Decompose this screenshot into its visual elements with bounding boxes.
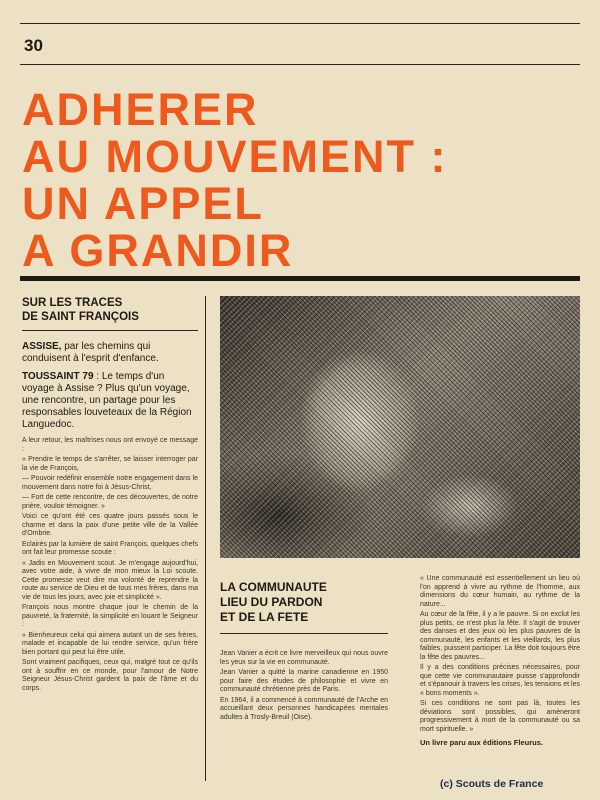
body-paragraph: « Une communauté est essentiellement un lieu où l'on apprend à vivre au rythme de l'homme, aux dimensions du cœur humain, au rythme de la nature... (420, 575, 580, 608)
page-number: 30 (24, 36, 43, 55)
halftone-photo (220, 296, 580, 558)
body-paragraph: Jean Vanier a écrit ce livre merveilleux qui nous ouvre les yeux sur la vie en communauté. (220, 650, 388, 666)
heading-rule (220, 633, 388, 634)
section-heading-saint-francois (22, 296, 198, 324)
body-paragraph: François nous montre chaque jour le chemin de la pauvreté, la fraternité, la simplicité en louant le Seigneur : (22, 604, 198, 628)
right-column (420, 575, 580, 747)
heading-line-2: DE SAINT FRANÇOIS (22, 311, 139, 323)
heading-rule (22, 330, 198, 331)
middle-column (220, 580, 388, 724)
lead-bold: TOUSSAINT 79 (22, 371, 94, 382)
body-paragraph: Voici ce qu'ont été ces quatre jours passés sous le charme et dans la paix d'une petite ville de la Vallée d'Ombrie. (22, 513, 198, 537)
body-paragraph: Sont vraiment pacifiques, ceux qui, malgré tout ce qu'ils ont à souffrir en ce monde, pour l'amour de Notre Seigneur Jésus-Christ gardent la paix de l'âme et du corps. (22, 659, 198, 692)
heading-line-2: LIEU DU PARDON (220, 595, 323, 609)
headline-line-1: ADHERER (22, 84, 259, 135)
left-column (22, 296, 198, 695)
headline-rule (20, 276, 580, 281)
body-paragraph: A leur retour, les maîtrises nous ont envoyé ce message : (22, 437, 198, 453)
heading-line-1: SUR LES TRACES (22, 297, 123, 309)
body-paragraph: — Fort de cette rencontre, de ces découvertes, de notre prière, vouloir témoigner. » (22, 494, 198, 510)
lead-text: : Le temps d'un voyage à Assise ? Plus qu'un voyage, une rencontre, un partage pour les responsables louveteaux de la Région Languedoc. (22, 371, 192, 430)
heading-line-3: ET DE LA FETE (220, 610, 309, 624)
header-rule (20, 64, 580, 65)
headline-line-3: UN APPEL (22, 178, 264, 229)
column-divider (205, 296, 206, 781)
book-credit: Un livre paru aux éditions Fleurus. (420, 738, 543, 747)
body-paragraph: Eclairés par la lumière de saint François, quelques chefs ont fait leur promesse scoute : (22, 540, 198, 556)
copyright-notice: (c) Scouts de France (440, 778, 544, 790)
article-headline (22, 86, 448, 274)
body-paragraph: « Bienheureux celui qui aimera autant un de ses frères, malade et incapable de lui rendre service, qu'un frère bien portant qui peut lui être utile. (22, 631, 198, 656)
lead-paragraph-assise (22, 341, 198, 365)
body-paragraph: « Jadis en Mouvement scout. Je m'engage aujourd'hui, avec votre aide, à vivre de mon mieux la Loi scoute. Cette promesse veut dire ma volonté de reprendre la route au service de Dieu et de tous mes frères, dans ma vie de tous les jours, avec joie et simplicité ». (22, 559, 198, 601)
headline-line-2: AU MOUVEMENT : (22, 131, 448, 182)
body-paragraph: En 1964, il a commencé à communauté de l'Arche en accueillant deux personnes handicapées mentales adultes à Trosly-Breuil (Oise). (220, 696, 388, 721)
lead-text: par les chemins qui conduisent à l'esprit d'enfance. (22, 341, 159, 364)
body-paragraph: Il y a des conditions précises nécessaires, pour que cette vie communautaire puisse s'approfondir et s'épanouir à travers les crises, les tensions et les « bons moments ». (420, 664, 580, 697)
body-paragraph: — Pouvoir redéfinir ensemble notre engagement dans le mouvement dans notre foi à Jésus-Christ, (22, 475, 198, 491)
top-rule (20, 23, 580, 24)
lead-bold: ASSISE, (22, 341, 62, 352)
section-heading-communaute (220, 580, 388, 625)
headline-line-4: A GRANDIR (22, 225, 294, 276)
body-paragraph: Jean Vanier a quitté la marine canadienne en 1950 pour faire des études de philosophie et vivre en communauté chrétienne près de Paris. (220, 669, 388, 693)
body-paragraph: Au cœur de la fête, il y a le pauvre. Si on exclut les plus petits, ce n'est plus la fête. Il s'agit de trouver des danses et des jeux où les plus pauvres de la communauté, les enfants et les vieillards, les plus faibles, puissent participer. La fête doit toujours être la fête des pauvres... (420, 611, 580, 661)
body-paragraph: « Prendre le temps de s'arrêter, se laisser interroger par la vie de François, (22, 456, 198, 472)
body-paragraph: Si ces conditions ne sont pas là, toutes les déviations sont possibles, qui amèneront progressivement à mort de la communauté ou sa mort spirituelle. » (420, 700, 580, 733)
heading-line-1: LA COMMUNAUTE (220, 580, 327, 594)
lead-paragraph-toussaint (22, 371, 198, 431)
